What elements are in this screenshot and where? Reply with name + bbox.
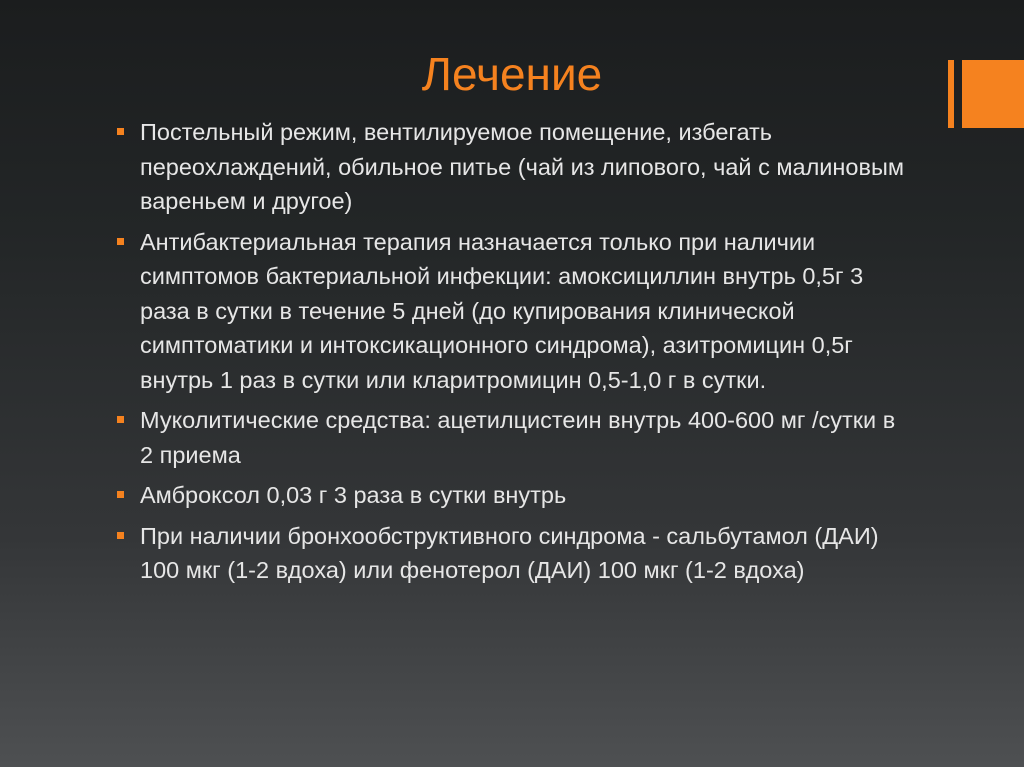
slide-title: Лечение	[421, 48, 603, 100]
bullet-item	[112, 115, 912, 219]
bullet-text: При наличии бронхообструктивного синдрома - сальбутамол (ДАИ) 100 мкг (1-2 вдоха) или фенотерол (ДАИ) 100 мкг (1-2 вдоха)	[140, 522, 879, 583]
bullet-text: Постельный режим, вентилируемое помещение, избегать переохлаждений, обильное питье (чай из липового, чай с малиновым вареньем и другое)	[140, 119, 905, 214]
bullet-text: Муколитические средства: ацетилцистеин внутрь 400-600 мг /сутки в 2 приема	[140, 407, 896, 468]
accent-bar-thin	[948, 60, 954, 128]
bullet-list	[112, 115, 912, 594]
bullet-text: Антибактериальная терапия назначается только при наличии симптомов бактериальной инфекции: амоксициллин внутрь 0,5г 3 раза в сутки в течение 5 дней (до купирования клинической симптоматики и интоксикационного синдрома), азитромицин 0,5г внутрь 1 раз в сутки или кларитромицин 0,5-1,0 г в сутки.	[140, 228, 864, 393]
bullet-square-icon	[117, 128, 124, 135]
bullet-square-icon	[117, 416, 124, 423]
bullet-item	[112, 225, 912, 398]
bullet-text: Амброксол 0,03 г 3 раза в сутки внутрь	[140, 482, 567, 508]
bullet-item	[112, 403, 912, 472]
accent-bar-thick	[962, 60, 1024, 128]
bullet-item	[112, 519, 912, 588]
bullet-square-icon	[117, 532, 124, 539]
bullet-square-icon	[117, 238, 124, 245]
bullet-item	[112, 478, 912, 513]
bullet-square-icon	[117, 491, 124, 498]
